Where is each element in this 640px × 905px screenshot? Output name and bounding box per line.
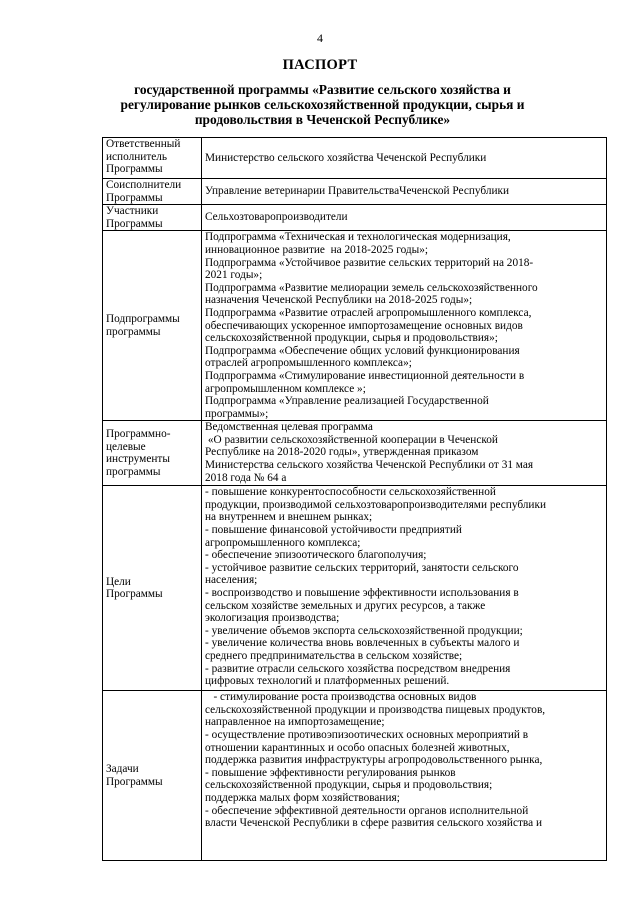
subtitle-line: государственной программы «Развитие сельского хозяйства и xyxy=(134,82,511,97)
row-value-cell xyxy=(202,138,607,179)
row-value-line: направленное на импортозамещение; xyxy=(205,716,385,729)
row-value-line: Министерства сельского хозяйства Чеченской Республики от 31 мая xyxy=(205,459,534,472)
row-label-cell xyxy=(103,486,202,691)
row-value-line: Подпрограмма «Стимулирование инвестиционной деятельности в xyxy=(205,369,525,382)
row-label-line: Программы xyxy=(106,588,163,601)
row-value-line: программы»; xyxy=(205,407,269,420)
row-value-line: Подпрограмма «Техническая и технологическая модернизация, xyxy=(205,231,511,244)
row-value-cell xyxy=(202,231,607,421)
row-value-line: Подпрограмма «Устойчивое развитие сельских территорий на 2018- xyxy=(205,256,534,269)
passport-row xyxy=(103,205,607,231)
row-value-line: назначения Чеченской Республики на 2018-2025 годы»; xyxy=(205,294,473,307)
row-label-line: Программно- xyxy=(106,428,171,441)
row-value-line: агропромышленного комплекса; xyxy=(205,536,361,549)
subtitle-line: регулирование рынков сельскохозяйственной продукции, сырья и xyxy=(120,97,525,112)
row-label-line: инструменты xyxy=(106,453,170,466)
row-value-cell xyxy=(202,179,607,205)
row-value-cell xyxy=(202,486,607,691)
row-label-cell xyxy=(103,205,202,231)
row-value-line: отраслей агропромышленного комплекса»; xyxy=(205,357,412,370)
row-label-cell xyxy=(103,691,202,861)
row-value-line: Сельхозтоваропроизводители xyxy=(205,211,348,224)
row-value-line: 2018 года № 64 а xyxy=(205,471,287,484)
row-label-line: Ответственный xyxy=(106,138,181,150)
row-value-cell xyxy=(202,205,607,231)
row-value-line: - стимулирование роста производства основных видов xyxy=(205,691,477,704)
row-value-line: - увеличение количества вновь вовлеченных в субъекты малого и xyxy=(205,637,520,650)
row-label-cell xyxy=(103,231,202,421)
row-value-line: - увеличение объемов экспорта сельскохозяйственной продукции; xyxy=(205,624,523,637)
row-label-line: программы xyxy=(106,325,161,338)
row-value-line: - развитие отрасли сельского хозяйства посредством внедрения xyxy=(205,662,511,675)
row-value-line: сельскохозяйственной продукции, сырья и продовольствия; xyxy=(205,779,493,792)
row-label-line: Участники xyxy=(106,205,159,218)
passport-row xyxy=(103,231,607,421)
row-label-cell xyxy=(103,138,202,179)
row-value-line: Подпрограмма «Управление реализацией Государственной xyxy=(205,395,489,408)
row-value-line: поддержка развития инфраструктуры агропродовольственного рынка, xyxy=(205,754,543,767)
row-label-line: целевые xyxy=(106,440,146,453)
row-value-line: власти Чеченской Республики в сфере развития сельского хозяйства и xyxy=(205,817,543,830)
row-value-line: агропромышленном комплексе »; xyxy=(205,382,366,395)
row-label-cell xyxy=(103,421,202,486)
row-value-line: Министерство сельского хозяйства Чеченской Республики xyxy=(205,151,487,164)
subtitle-line: продовольствия в Чеченской Республике» xyxy=(194,112,451,127)
row-value-line: среднего предпринимательства в сельском хозяйстве; xyxy=(205,650,463,662)
passport-row xyxy=(103,421,607,486)
row-value-line: - повышение конкурентоспособности сельскохозяйственной xyxy=(205,486,496,499)
row-value-line: продукции, производимой сельхозтоваропроизводителями республики xyxy=(205,498,547,511)
row-value-line: Подпрограмма «Обеспечение общих условий функционирования xyxy=(205,344,520,357)
passport-row xyxy=(103,179,607,205)
row-value-line: 2021 годы»; xyxy=(205,269,263,282)
row-value-line: - обеспечение эффективной деятельности органов исполнительной xyxy=(205,804,529,817)
row-value-line: населения; xyxy=(205,574,258,587)
row-value-line: сельскохозяйственной продукции, сырья и продовольствия»; xyxy=(205,332,498,345)
row-value-line: Управление ветеринарии ПравительстваЧеченской Республики xyxy=(205,185,510,198)
row-label-line: Подпрограммы xyxy=(106,313,180,326)
row-label-line: Цели xyxy=(106,575,131,588)
row-value-line: - обеспечение эпизоотического благополучия; xyxy=(205,549,427,562)
passport-row xyxy=(103,138,607,179)
row-value-line: «О развитии сельскохозяйственной кооперации в Чеченской xyxy=(205,433,498,446)
row-value-line: инновационное развитие на 2018-2025 годы»; xyxy=(205,243,429,256)
row-value-line: Республике на 2018-2020 годы», утвержденная приказом xyxy=(205,446,479,459)
row-value-line: экологизация производства; xyxy=(205,612,340,625)
row-value-line: обеспечивающих ускоренное импортозамещение основных видов xyxy=(205,319,523,332)
row-value-line: сельском хозяйстве земельных и других ресурсов, а также xyxy=(205,599,486,612)
document-title: ПАСПОРТ xyxy=(282,57,358,73)
document-subtitle xyxy=(95,82,550,127)
row-label-line: Программы xyxy=(106,775,163,788)
row-value-cell xyxy=(202,691,607,861)
row-value-line: - повышение финансовой устойчивости предприятий xyxy=(205,524,462,537)
passport-row xyxy=(103,486,607,691)
row-value-line: - воспроизводство и повышение эффективности использования в xyxy=(205,587,519,600)
row-label-line: программы xyxy=(106,465,161,478)
row-value-line: цифровых технологий и платформенных решений. xyxy=(205,675,450,688)
row-label-line: Программы xyxy=(106,191,163,204)
row-label-cell xyxy=(103,179,202,205)
row-value-line: Ведомственная целевая программа xyxy=(205,421,373,434)
page-number: 4 xyxy=(317,31,323,45)
row-value-line: поддержка малых форм хозяйствования; xyxy=(205,792,400,805)
row-value-cell xyxy=(202,421,607,486)
row-value-line: Подпрограмма «Развитие мелиорации земель сельскохозяйственного xyxy=(205,281,538,294)
passport-table-body xyxy=(103,138,607,861)
row-value-line: на внутреннем и внешнем рынках; xyxy=(205,511,373,524)
row-label-line: Программы xyxy=(106,163,163,176)
row-label-line: исполнитель xyxy=(106,150,168,163)
row-value-line: - повышение эффективности регулирования рынков xyxy=(205,766,456,779)
row-label-line: Соисполнители xyxy=(106,179,182,191)
row-label-line: Задачи xyxy=(106,763,139,776)
row-value-line: Подпрограмма «Развитие отраслей агропромышленного комплекса, xyxy=(205,306,532,319)
row-value-line: - устойчивое развитие сельских территорий, занятости сельского xyxy=(205,561,519,574)
row-value-line: отношении карантинных и особо опасных болезней животных, xyxy=(205,741,510,754)
passport-row xyxy=(103,691,607,861)
row-value-line: - осуществление противоэпизоотических основных мероприятий в xyxy=(205,729,529,742)
passport-table xyxy=(102,137,607,861)
row-value-line: сельскохозяйственной продукции и производства пищевых продуктов, xyxy=(205,703,546,716)
row-label-line: Программы xyxy=(106,217,163,230)
